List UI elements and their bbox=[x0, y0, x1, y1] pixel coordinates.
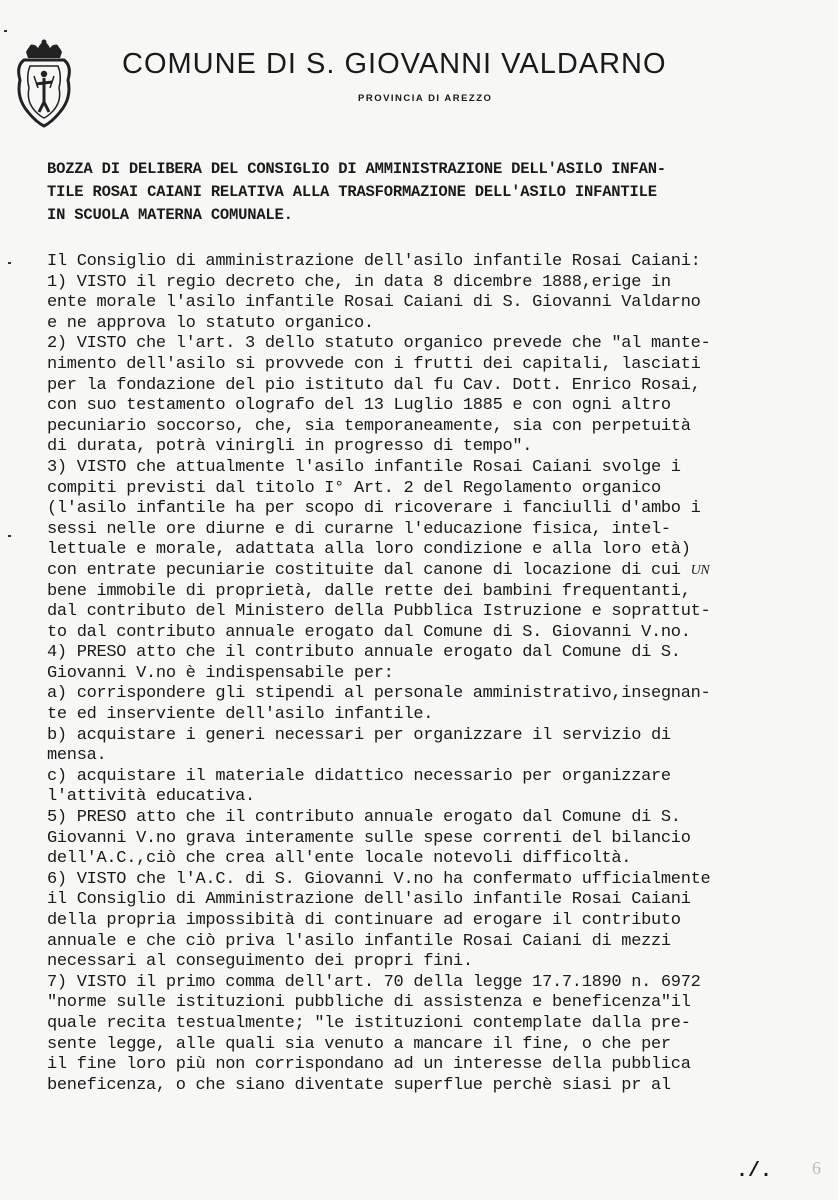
body-line: della propria impossibità di continuare ad erogare il contributo bbox=[47, 911, 681, 930]
body-line: beneficenza, o che siano diventate superflue perchè siasi pr al bbox=[47, 1075, 671, 1095]
body-line: 1) VISTO il regio decreto che, in data 8 dicembre 1888,erige in bbox=[47, 272, 671, 292]
body-line: Giovanni V.no è indispensabile per: bbox=[47, 663, 394, 683]
body-line: pecuniario soccorso, che, sia temporaneamente, sia con perpetuità bbox=[47, 416, 691, 436]
body-line: con suo testamento olografo del 13 Luglio 1885 e con ogni altro bbox=[47, 396, 671, 416]
body-line: dal contributo del Ministero della Pubblica Istruzione e soprattut- bbox=[47, 602, 711, 622]
body-line: ente morale l'asilo infantile Rosai Caiani di S. Giovanni Valdarno bbox=[47, 293, 701, 313]
body-line: dell'A.C.,ciò che crea all'ente locale notevoli difficoltà. bbox=[47, 849, 632, 869]
handwritten-annotation: UN bbox=[690, 562, 710, 578]
body-line: e ne approva lo statuto organico. bbox=[47, 313, 374, 333]
body-line: 5) PRESO atto che il contributo annuale erogato dal Comune di S. bbox=[47, 808, 681, 828]
scan-speck bbox=[8, 262, 11, 264]
body-line: a) corrispondere gli stipendi al personale amministrativo,insegnan- bbox=[47, 684, 711, 704]
body-line: annuale e che ciò priva l'asilo infantile Rosai Caiani di mezzi bbox=[47, 931, 671, 951]
body-line-annotated bbox=[47, 561, 817, 582]
body-line: (l'asilo infantile ha per scopo di ricoverare i fanciulli d'ambo i bbox=[47, 499, 701, 519]
body-line: te ed inserviente dell'asilo infantile. bbox=[47, 705, 434, 725]
body-line: 3) VISTO che attualmente l'asilo infantile Rosai Caiani svolge i bbox=[47, 457, 681, 477]
body-line: to dal contributo annuale erogato dal Comune di S. Giovanni V.no. bbox=[47, 622, 691, 642]
body-line: 6) VISTO che l'A.C. di S. Giovanni V.no ha confermato ufficialmente bbox=[47, 869, 711, 889]
body-line: compiti previsti dal titolo I° Art. 2 del Regolamento organico bbox=[47, 478, 661, 498]
province-subtitle: PROVINCIA DI AREZZO bbox=[358, 93, 493, 104]
body-line: quale recita testualmente; "le istituzioni contemplate dalla pre- bbox=[47, 1013, 691, 1033]
body-line: di durata, potrà vinirgli in progresso di tempo". bbox=[47, 437, 533, 457]
body-line: nimento dell'asilo si provvede con i frutti dei capitali, lasciati bbox=[47, 354, 701, 374]
scan-speck bbox=[8, 535, 11, 537]
page-number-mark: 6 bbox=[812, 1158, 821, 1178]
heading-line: TILE ROSAI CAIANI RELATIVA ALLA TRASFORMAZIONE DELL'ASILO INFANTILE bbox=[47, 183, 657, 201]
heading-line: IN SCUOLA MATERNA COMUNALE. bbox=[47, 206, 293, 224]
body-line: l'attività educativa. bbox=[47, 787, 255, 807]
body-line: Giovanni V.no grava interamente sulle spese correnti del bilancio bbox=[47, 828, 691, 848]
continuation-mark: ./. bbox=[736, 1160, 773, 1183]
body-line: il fine loro più non corrispondano ad un interesse della pubblica bbox=[47, 1055, 691, 1075]
document-heading bbox=[47, 158, 807, 227]
body-line: mensa. bbox=[47, 746, 107, 766]
body-line: c) acquistare il materiale didattico necessario per organizzare bbox=[47, 766, 671, 786]
body-line: b) acquistare i generi necessari per organizzare il servizio di bbox=[47, 725, 671, 745]
body-line: 7) VISTO il primo comma dell'art. 70 della legge 17.7.1890 n. 6972 bbox=[47, 972, 701, 992]
body-line: sessi nelle ore diurne e di curarne l'educazione fisica, intel- bbox=[47, 519, 671, 539]
municipality-title: COMUNE DI S. GIOVANNI VALDARNO bbox=[122, 48, 667, 80]
body-line: "norme sulle istituzioni pubbliche di assistenza e beneficenza"il bbox=[47, 993, 691, 1013]
body-line: Il Consiglio di amministrazione dell'asilo infantile Rosai Caiani: bbox=[47, 252, 701, 271]
body-line: per la fondazione del pio istituto dal fu Cav. Dott. Enrico Rosai, bbox=[47, 375, 701, 395]
body-line: 4) PRESO atto che il contributo annuale erogato dal Comune di S. bbox=[47, 643, 681, 663]
heading-line: BOZZA DI DELIBERA DEL CONSIGLIO DI AMMINISTRAZIONE DELL'ASILO INFAN- bbox=[47, 160, 666, 178]
body-line: lettuale e morale, adattata alla loro condizione e alla loro età) bbox=[47, 540, 691, 560]
body-line: il Consiglio di Amministrazione dell'asilo infantile Rosai Caiani bbox=[47, 890, 691, 910]
body-line: 2) VISTO che l'art. 3 dello statuto organico prevede che "al mante- bbox=[47, 334, 711, 354]
body-line: bene immobile di proprietà, dalle rette dei bambini frequentanti, bbox=[47, 581, 691, 601]
body-line: necessari al conseguimento dei propri fini. bbox=[47, 952, 473, 972]
coat-of-arms-icon bbox=[12, 36, 76, 128]
scan-speck bbox=[4, 30, 7, 32]
body-line: sente legge, alle quali sia venuto a mancare il fine, o che per bbox=[47, 1034, 671, 1054]
body-line: con entrate pecuniarie costituite dal canone di locazione di cui bbox=[47, 560, 681, 580]
document-body bbox=[47, 252, 817, 1096]
